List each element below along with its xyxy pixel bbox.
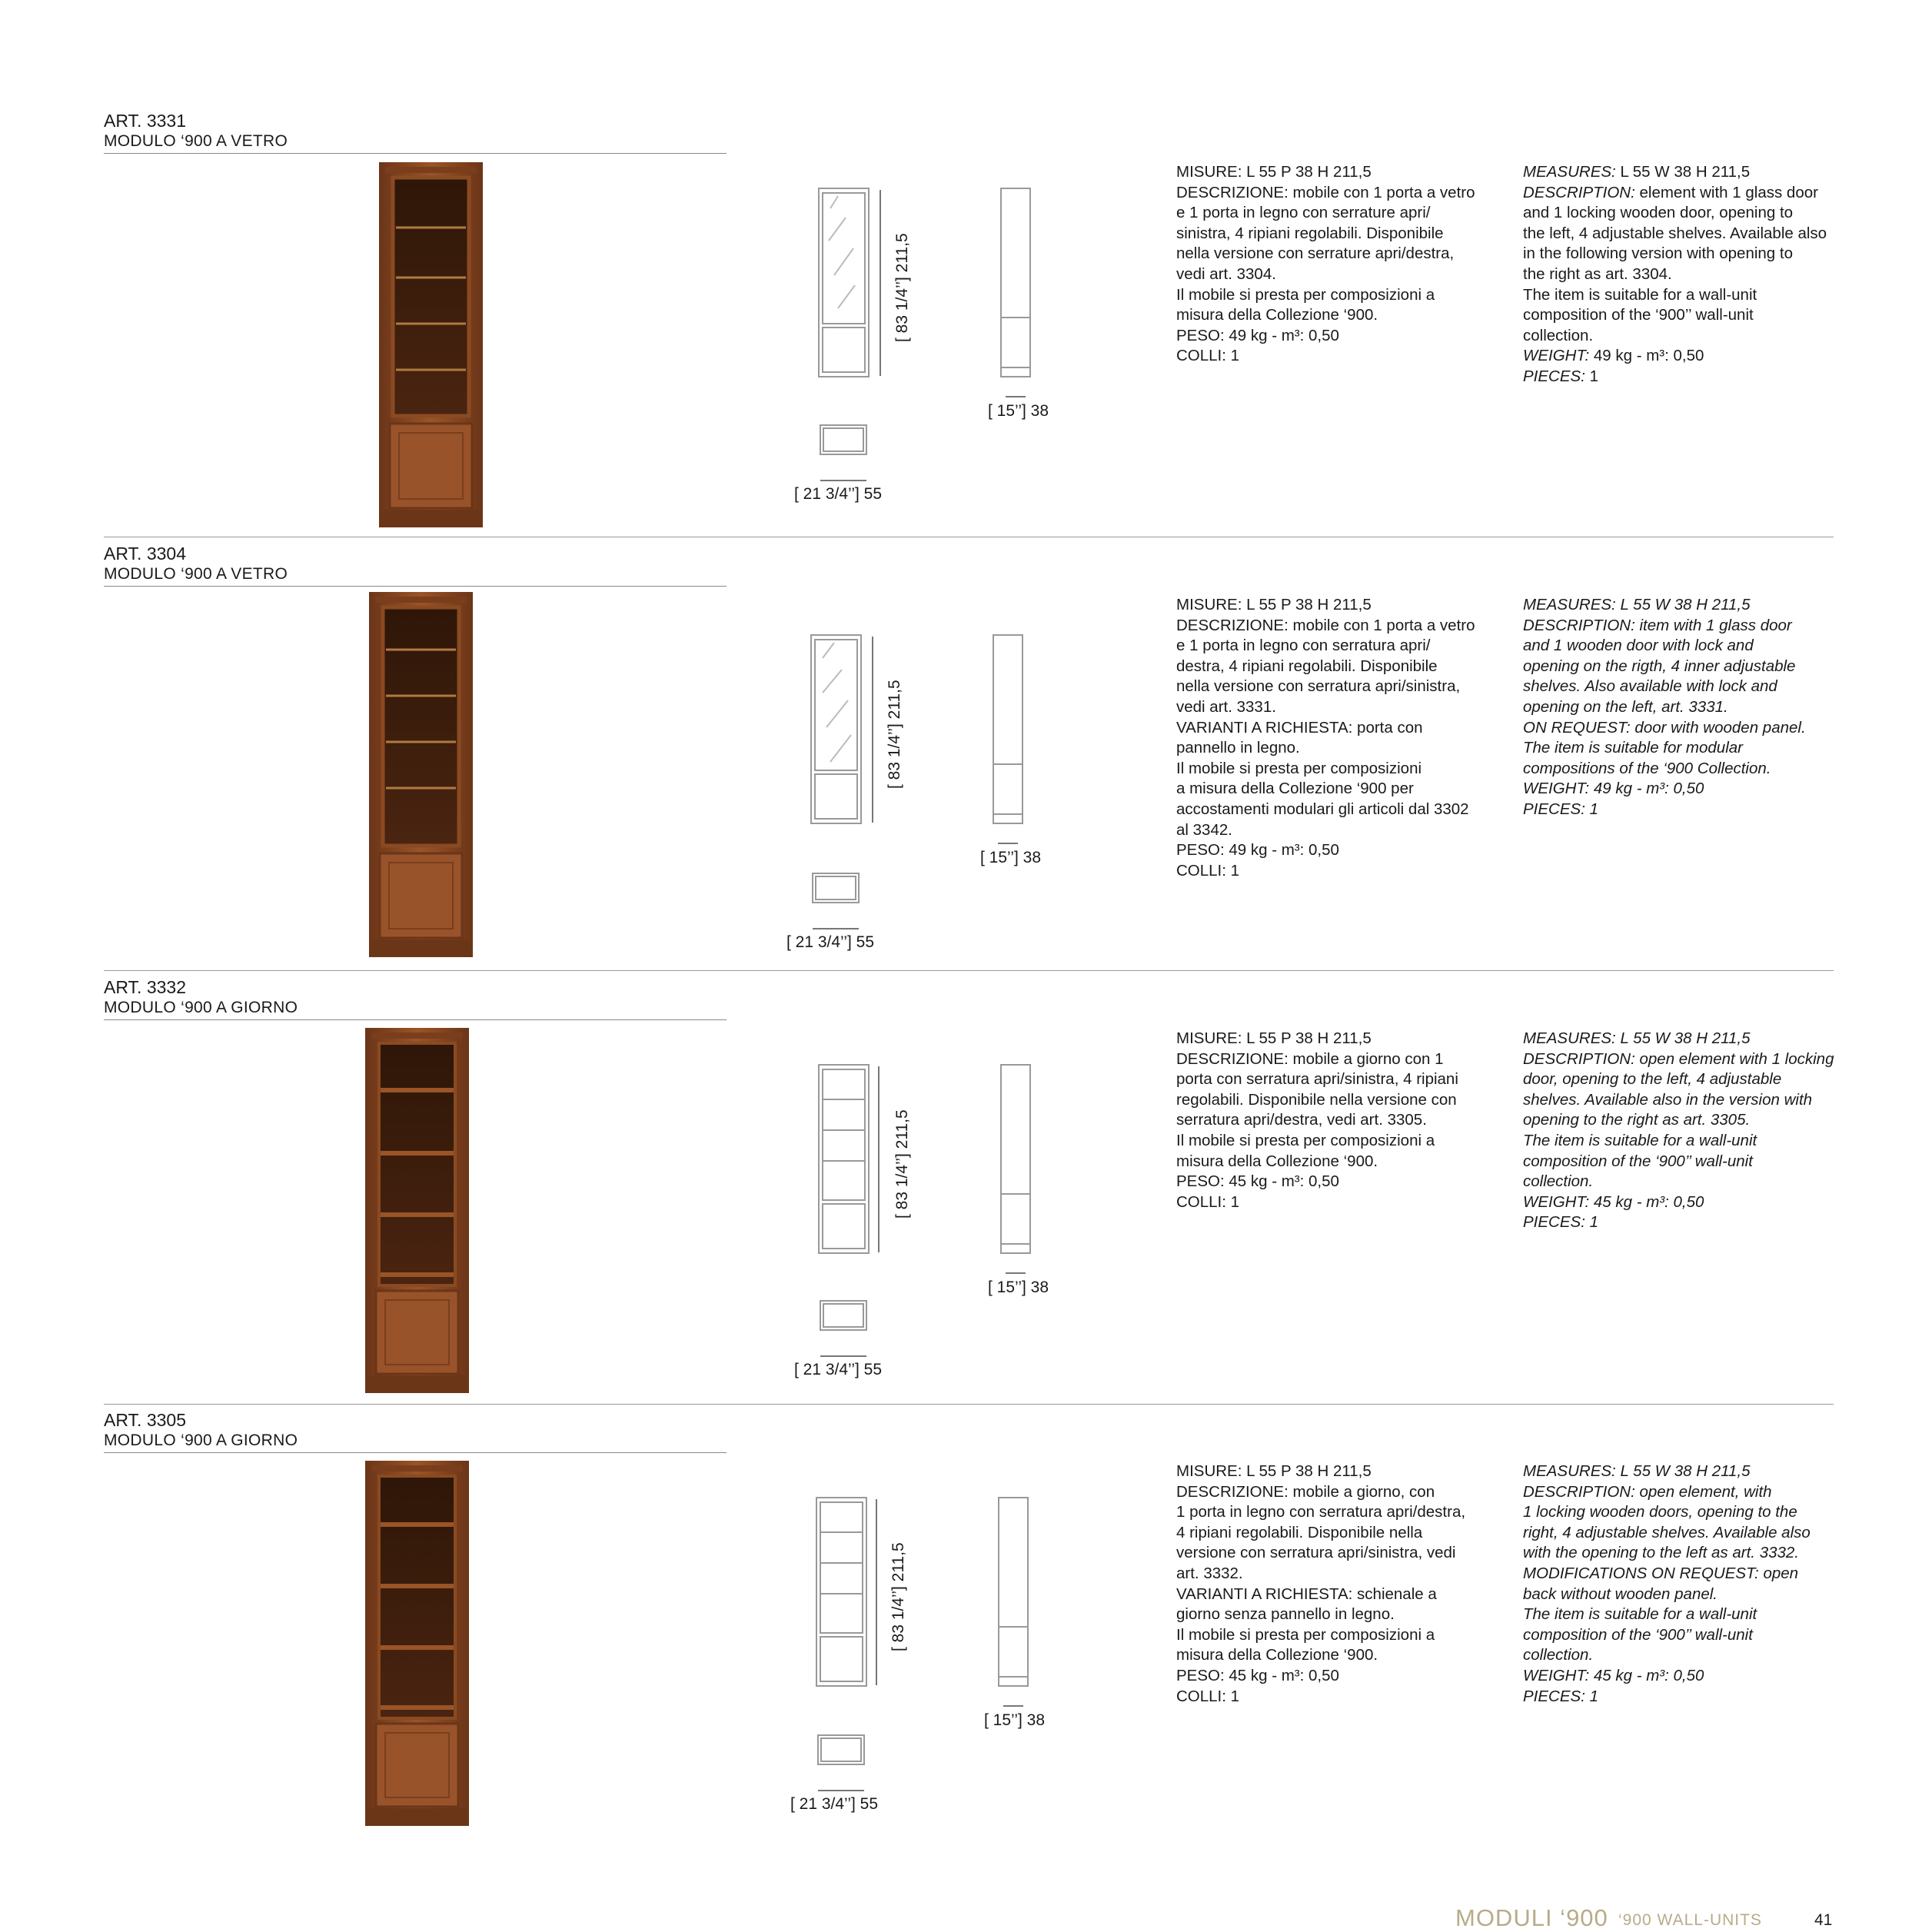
technical-drawing — [765, 543, 1088, 973]
text-line: VARIANTI A RICHIESTA: schienale a — [1176, 1585, 1437, 1603]
cabinet-photo-open-shelves — [365, 1461, 469, 1826]
text-line: Il mobile si presta per composizioni — [1176, 759, 1422, 777]
text-line: right, 4 adjustable shelves. Available also — [1523, 1523, 1811, 1541]
text-line: back without wooden panel. — [1523, 1585, 1718, 1603]
height-dimension: [ 83 1/4’’] 211,5 — [893, 233, 911, 342]
article-number: ART. 3331 — [104, 111, 186, 131]
text-line: collection. — [1523, 1646, 1594, 1664]
text-line: MEASURES: L 55 W 38 H 211,5 — [1523, 1462, 1751, 1480]
height-dimension: [ 83 1/4’’] 211,5 — [890, 1542, 907, 1651]
text-line: The item is suitable for modular — [1523, 739, 1743, 757]
english-description — [1523, 1029, 1846, 1233]
width-dimension: [ 21 3/4’’] 55 — [794, 485, 883, 503]
text-line: COLLI: 1 — [1176, 347, 1240, 365]
text-line: MISURE: L 55 P 38 H 211,5 — [1176, 1029, 1372, 1047]
text-line: misura della Collezione ‘900. — [1176, 1646, 1378, 1664]
text-line: giorno senza pannello in legno. — [1176, 1605, 1395, 1624]
height-dimension: [ 83 1/4’’] 211,5 — [886, 680, 903, 789]
text-line: DESCRIPTION: element with 1 glass door — [1523, 183, 1818, 201]
italian-description — [1176, 162, 1499, 367]
article-subtitle: MODULO ‘900 A VETRO — [104, 132, 288, 150]
height-dimension: [ 83 1/4’’] 211,5 — [893, 1109, 911, 1219]
front-view-drawing — [816, 1498, 876, 1686]
text-line: PESO: 45 kg - m³: 0,50 — [1176, 1666, 1339, 1684]
text-line: DESCRIZIONE: mobile con 1 porta a vetro — [1176, 616, 1475, 634]
text-line: pannello in legno. — [1176, 739, 1300, 757]
text-line: COLLI: 1 — [1176, 1192, 1240, 1211]
side-view-drawing — [1001, 1065, 1030, 1273]
text-line: DESCRIPTION: open element with 1 locking — [1523, 1049, 1834, 1068]
text-line: versione con serratura apri/sinistra, vedi — [1176, 1544, 1456, 1562]
text-line: with the opening to the left as art. 3332. — [1523, 1544, 1799, 1562]
text-line: misura della Collezione ‘900. — [1176, 306, 1378, 324]
text-line: The item is suitable for a wall-unit — [1523, 285, 1757, 304]
text-line: in the following version with opening to — [1523, 244, 1793, 263]
text-line: WEIGHT: 45 kg - m³: 0,50 — [1523, 1192, 1704, 1211]
text-line: misura della Collezione ‘900. — [1176, 1152, 1378, 1170]
title-underline — [104, 586, 727, 587]
text-line: WEIGHT: 49 kg - m³: 0,50 — [1523, 780, 1704, 798]
text-line: DESCRIZIONE: mobile con 1 porta a vetro — [1176, 183, 1475, 201]
footer-title-english: ‘900 WALL-UNITS — [1618, 1911, 1762, 1929]
front-view-drawing — [811, 635, 873, 823]
text-line: The item is suitable for a wall-unit — [1523, 1605, 1757, 1624]
text-line: shelves. Also available with lock and — [1523, 677, 1777, 696]
text-line: e 1 porta in legno con serratura apri/ — [1176, 637, 1431, 655]
side-view-drawing — [999, 1498, 1028, 1706]
text-line: PIECES: 1 — [1523, 367, 1598, 385]
english-description — [1523, 1461, 1846, 1707]
text-line: collection. — [1523, 1172, 1594, 1191]
text-line: DESCRIPTION: open element, with — [1523, 1482, 1772, 1501]
text-line: COLLI: 1 — [1176, 861, 1240, 880]
top-view-drawing — [818, 1735, 864, 1791]
text-line: opening on the rigth, 4 inner adjustable — [1523, 657, 1796, 675]
text-line: regolabili. Disponibile nella versione con — [1176, 1090, 1457, 1109]
text-line: collection. — [1523, 326, 1594, 344]
text-line: 1 locking wooden doors, opening to the — [1523, 1503, 1797, 1521]
section-divider — [104, 1404, 1834, 1405]
text-line: DESCRIPTION: item with 1 glass door — [1523, 616, 1792, 634]
text-line: 1 porta in legno con serratura apri/destra, — [1176, 1503, 1466, 1521]
depth-dimension: [ 15’’] 38 — [988, 1279, 1049, 1296]
technical-drawing — [766, 1409, 1089, 1840]
text-line: WEIGHT: 45 kg - m³: 0,50 — [1523, 1666, 1704, 1684]
depth-dimension: [ 15’’] 38 — [988, 402, 1049, 420]
text-line: door, opening to the left, 4 adjustable — [1523, 1070, 1782, 1089]
text-line: Il mobile si presta per composizioni a — [1176, 285, 1435, 304]
text-line: PIECES: 1 — [1523, 1213, 1598, 1232]
text-line: PESO: 49 kg - m³: 0,50 — [1176, 841, 1339, 860]
text-line: MISURE: L 55 P 38 H 211,5 — [1176, 596, 1372, 614]
title-underline — [104, 1019, 727, 1020]
article-subtitle: MODULO ‘900 A GIORNO — [104, 999, 298, 1016]
text-line: 4 ripiani regolabili. Disponibile nella — [1176, 1523, 1423, 1541]
top-view-drawing — [820, 425, 866, 481]
english-description — [1523, 595, 1846, 820]
text-line: opening on the left, art. 3331. — [1523, 697, 1728, 716]
side-view-drawing — [993, 635, 1023, 843]
article-subtitle: MODULO ‘900 A VETRO — [104, 565, 288, 583]
text-line: the left, 4 adjustable shelves. Available also — [1523, 224, 1827, 242]
text-line: PESO: 45 kg - m³: 0,50 — [1176, 1172, 1339, 1191]
text-line: art. 3332. — [1176, 1564, 1243, 1582]
italian-description — [1176, 1029, 1499, 1212]
text-line: and 1 locking wooden door, opening to — [1523, 204, 1794, 222]
text-line: MEASURES: L 55 W 38 H 211,5 — [1523, 1029, 1751, 1047]
text-line: PIECES: 1 — [1523, 1687, 1598, 1705]
italian-description — [1176, 595, 1499, 881]
text-line: al 3342. — [1176, 820, 1232, 839]
technical-drawing — [769, 110, 1092, 540]
top-view-drawing — [813, 873, 859, 929]
top-view-drawing — [820, 1301, 866, 1356]
product-section-3331 — [0, 110, 1922, 540]
text-line: sinistra, 4 ripiani regolabili. Disponibile — [1176, 224, 1444, 242]
title-underline — [104, 153, 727, 154]
text-line: PIECES: 1 — [1523, 800, 1598, 818]
footer-title-italian: MODULI ‘900 — [1455, 1904, 1608, 1931]
text-line: MEASURES: L 55 W 38 H 211,5 — [1523, 163, 1751, 181]
text-line: nella versione con serratura apri/sinistra, — [1176, 677, 1461, 696]
title-underline — [104, 1452, 727, 1453]
text-line: COLLI: 1 — [1176, 1687, 1240, 1705]
article-number: ART. 3305 — [104, 1410, 186, 1430]
depth-dimension: [ 15’’] 38 — [984, 1711, 1046, 1729]
depth-dimension: [ 15’’] 38 — [980, 849, 1042, 866]
text-line: nella versione con serrature apri/destra, — [1176, 244, 1455, 263]
text-line: PESO: 49 kg - m³: 0,50 — [1176, 326, 1339, 344]
text-line: vedi art. 3331. — [1176, 697, 1276, 716]
text-line: a misura della Collezione ‘900 per — [1176, 780, 1414, 798]
text-line: opening to the right as art. 3305. — [1523, 1111, 1751, 1129]
technical-drawing — [769, 976, 1092, 1407]
text-line: WEIGHT: 49 kg - m³: 0,50 — [1523, 347, 1704, 365]
cabinet-photo-glass-door — [369, 592, 473, 957]
product-section-3305 — [0, 1409, 1922, 1840]
text-line: The item is suitable for a wall-unit — [1523, 1131, 1757, 1149]
text-line: MODIFICATIONS ON REQUEST: open — [1523, 1564, 1799, 1582]
cabinet-photo-open-shelves — [365, 1028, 469, 1393]
article-number: ART. 3304 — [104, 544, 186, 564]
text-line: MISURE: L 55 P 38 H 211,5 — [1176, 1462, 1372, 1480]
text-line: compositions of the ‘900 Collection. — [1523, 759, 1771, 777]
text-line: DESCRIZIONE: mobile a giorno, con — [1176, 1482, 1435, 1501]
italian-description — [1176, 1461, 1499, 1707]
text-line: composition of the ‘900’’ wall-unit — [1523, 1152, 1753, 1170]
width-dimension: [ 21 3/4’’] 55 — [790, 1795, 879, 1813]
text-line: accostamenti modulari gli articoli dal 3302 — [1176, 800, 1469, 818]
front-view-drawing — [819, 188, 880, 377]
text-line: serratura apri/destra, vedi art. 3305. — [1176, 1111, 1427, 1129]
front-view-drawing — [819, 1065, 879, 1253]
text-line: MISURE: L 55 P 38 H 211,5 — [1176, 163, 1372, 181]
article-subtitle: MODULO ‘900 A GIORNO — [104, 1432, 298, 1449]
cabinet-photo-glass-door — [379, 162, 483, 527]
text-line: porta con serratura apri/sinistra, 4 ripiani — [1176, 1070, 1458, 1089]
text-line: vedi art. 3304. — [1176, 264, 1276, 283]
article-number: ART. 3332 — [104, 977, 186, 997]
text-line: the right as art. 3304. — [1523, 264, 1672, 283]
text-line: destra, 4 ripiani regolabili. Disponibile — [1176, 657, 1438, 675]
text-line: and 1 wooden door with lock and — [1523, 637, 1754, 655]
text-line: ON REQUEST: door with wooden panel. — [1523, 718, 1806, 737]
text-line: composition of the ‘900’’ wall-unit — [1523, 306, 1754, 324]
text-line: composition of the ‘900’’ wall-unit — [1523, 1625, 1753, 1644]
width-dimension: [ 21 3/4’’] 55 — [786, 933, 875, 951]
product-section-3304 — [0, 543, 1922, 973]
text-line: e 1 porta in legno con serrature apri/ — [1176, 204, 1431, 222]
text-line: Il mobile si presta per composizioni a — [1176, 1131, 1435, 1149]
text-line: Il mobile si presta per composizioni a — [1176, 1625, 1435, 1644]
text-line: MEASURES: L 55 W 38 H 211,5 — [1523, 596, 1751, 614]
text-line: VARIANTI A RICHIESTA: porta con — [1176, 718, 1423, 737]
page-number: 41 — [1814, 1911, 1833, 1929]
side-view-drawing — [1001, 188, 1030, 397]
english-description — [1523, 162, 1846, 387]
product-section-3332 — [0, 976, 1922, 1407]
width-dimension: [ 21 3/4’’] 55 — [794, 1361, 883, 1378]
text-line: shelves. Available also in the version with — [1523, 1090, 1813, 1109]
section-divider — [104, 970, 1834, 971]
text-line: DESCRIZIONE: mobile a giorno con 1 — [1176, 1049, 1444, 1068]
